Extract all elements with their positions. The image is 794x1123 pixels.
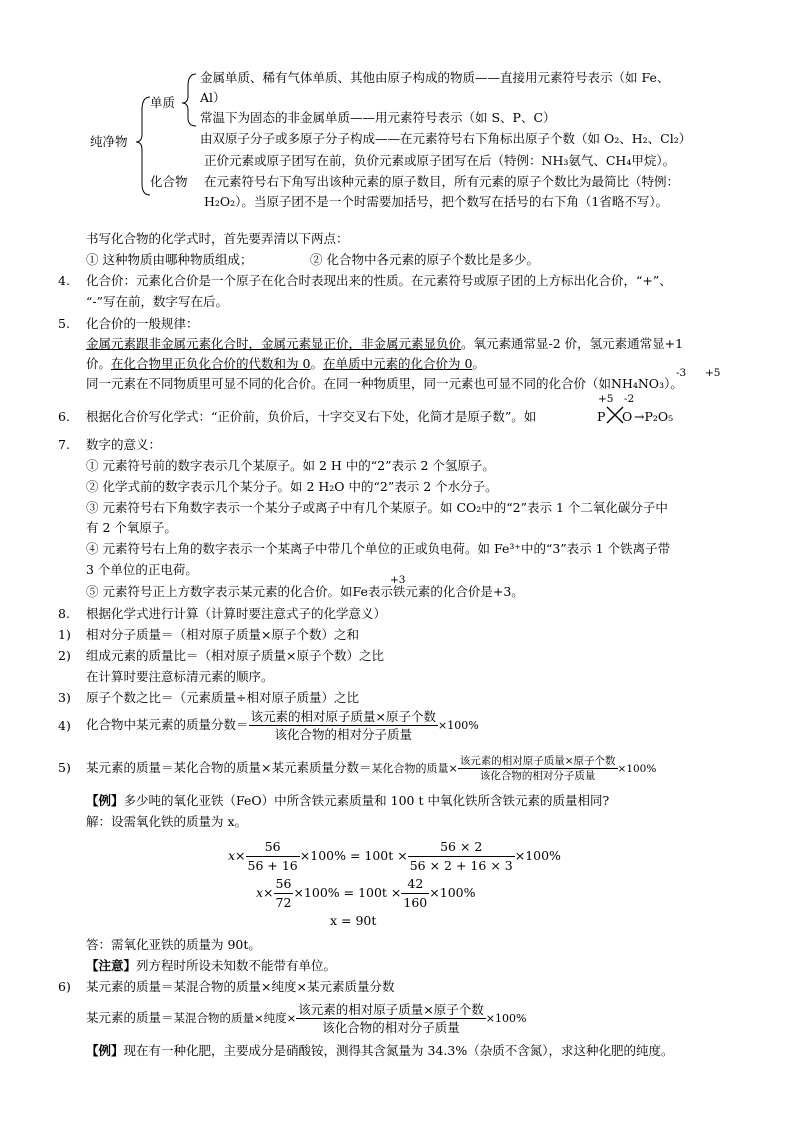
- rule-line: [86, 336, 683, 352]
- section-number: 4.: [58, 273, 70, 288]
- item-text: 组成元素的质量比＝（相对原子质量×原子个数）之比: [86, 648, 384, 663]
- denominator: 56 × 2 + 16 × 3: [409, 858, 513, 873]
- denominator: 该化合物的相对分子质量: [322, 1020, 460, 1035]
- numerator: 56: [246, 838, 300, 857]
- rule-underlined: 在单质中元素的化合价为 0: [322, 356, 473, 371]
- equation-line: [256, 873, 475, 913]
- valence-label: +5: [705, 367, 721, 379]
- example-question: [86, 793, 609, 809]
- intro-point: ② 化合物中各元素的原子个数比是多少。: [310, 252, 539, 267]
- rule-text: ）。: [664, 376, 683, 391]
- fraction: [274, 875, 294, 912]
- equation-text: ×100%: [514, 848, 561, 863]
- valence-label: +5: [598, 393, 614, 405]
- formula-lhs: 某元素的质量＝某化合物的质量×某元素质量分数＝: [86, 760, 372, 775]
- equation-text: ×100% = 100t ×: [293, 885, 402, 900]
- valence-label: -2: [624, 393, 635, 405]
- numerator: 该元素的相对原子质量×原子个数: [459, 755, 616, 767]
- item-number: 5): [58, 760, 71, 775]
- meaning-item: ① 元素符号前的数字表示几个某原子。如 2 H 中的“2”表示 2 个氢原子。: [86, 458, 495, 473]
- formula-lhs: 某元素的质量＝: [86, 1010, 174, 1025]
- solution-line: 解：设需氧化铁的质量为 x。: [86, 814, 248, 829]
- formula-nh4no3: NH₄NO₃: [611, 376, 665, 391]
- meaning-item: 有 2 个氧原子。: [86, 520, 177, 535]
- section-title: 数字的意义：: [86, 437, 162, 452]
- valence-label: +3: [390, 574, 406, 586]
- tree-element-item: 常温下为固态的非金属单质——用元素符号表示（如 S、P、C）: [200, 110, 556, 125]
- meaning-text: ⑤ 元素符号正上方数字表示某元素的化合价。如: [86, 584, 353, 599]
- section-title: 根据化学式进行计算（计算时要注意式子的化学意义）: [86, 606, 387, 621]
- fraction: [249, 708, 438, 743]
- formula-tail: ×100%: [438, 719, 479, 732]
- meaning-item: ② 化学式前的数字表示几个某分子。如 2 H₂O 中的“2”表示 2 个水分子。: [86, 479, 498, 494]
- denominator: 该化合物的相对分子质量: [274, 727, 413, 742]
- section-text: 根据化合价写化学式：“正价前，负价后，十字交叉右下处，化简才是原子数”。如: [86, 409, 537, 424]
- tree-compound-item: 由双原子分子或多原子分子构成——在元素符号右下角标出原子个数（如 O₂、H₂、Cl₂）: [200, 131, 692, 146]
- element-p: P: [597, 409, 606, 424]
- section-number: 7.: [58, 437, 70, 452]
- rule-text: 价。: [86, 356, 112, 371]
- result-formula: →P₂O₅: [634, 409, 674, 424]
- denominator: 56 + 16: [247, 858, 298, 873]
- meaning-item: ③ 元素符号右下角数字表示一个某分子或离子中有几个某原子。如 CO₂中的“2”表示 1 个二氧化碳分子中: [86, 500, 668, 515]
- numerator: 42: [401, 875, 429, 894]
- fraction: [246, 838, 300, 875]
- rule-text: 同一元素在不同物质里可显不同的化合价。在同一种物质里，同一元素也可显不同的化合价（如: [86, 376, 612, 391]
- numerator: 该元素的相对原子质量×原子个数: [250, 709, 436, 724]
- section-number: 5.: [58, 316, 70, 331]
- item-text: 相对分子质量＝（相对原子质量×原子个数）之和: [86, 627, 359, 642]
- numerator: 56 × 2: [408, 838, 515, 857]
- equation-result: x = 90t: [330, 913, 377, 928]
- tree-element-label: 单质: [150, 95, 176, 110]
- equation-text: x×: [228, 848, 246, 863]
- equation-text: x×: [256, 885, 274, 900]
- example-text: 现在有一种化肥，主要成分是硝酸铵，测得其含氮量为 34.3%（杂质不含氮），求这种化肥的纯度。: [123, 1043, 674, 1058]
- mixture-mass-formula: [86, 1000, 526, 1037]
- rule-underlined: 在化合物里正负化合价的代数和为 0: [111, 356, 311, 371]
- formula-mid: 某混合物的质量×纯度×: [173, 1011, 297, 1025]
- item-text: 原子个数之比＝（元素质量÷相对原子质量）之比: [86, 690, 359, 705]
- numerator: 56: [274, 875, 294, 894]
- section-text: “-”写在前，数字写在后。: [86, 294, 229, 309]
- note-text: 列方程时所设未知数不能带有单位。: [136, 958, 337, 973]
- rule-line: [86, 376, 683, 392]
- element-o: O: [622, 409, 633, 424]
- item-text: 某元素的质量＝某混合物的质量×纯度×某元素质量分数: [86, 979, 395, 994]
- formula-tail: ×100%: [485, 1012, 527, 1025]
- intro-point: ① 这种物质由哪种物质组成；: [86, 252, 253, 267]
- item-number: 3): [58, 690, 71, 705]
- element-mass-formula: [86, 750, 656, 787]
- tree-compound-item: 在元素符号右下角写出该种元素的原子数目，所有元素的原子个数比为最简比（特例：: [204, 174, 680, 189]
- section-number: 8.: [58, 606, 70, 621]
- answer-line: 答：需氧化亚铁的质量为 90t。: [86, 937, 261, 952]
- example-question: [86, 1043, 673, 1059]
- denominator: 该化合物的相对分子质量: [479, 770, 596, 782]
- equation-text: ×100% = 100t ×: [299, 848, 408, 863]
- rule-text: 。: [310, 356, 323, 371]
- fraction: [296, 1001, 485, 1036]
- rule-text: 。: [472, 356, 485, 371]
- meaning-item: 3 个单位的正电荷。: [86, 562, 198, 577]
- formula-mid: 某化合物的质量×: [371, 762, 458, 775]
- intro-line: 书写化合物的化学式时，首先要弄清以下两点：: [86, 231, 349, 246]
- example-text: 多少吨的氧化亚铁（FeO）中所含铁元素质量和 100 t 中氧化铁所含铁元素的质量相同?: [123, 793, 610, 808]
- item-number: 1): [58, 627, 71, 642]
- formula-lhs: 化合物中某元素的质量分数＝: [86, 717, 249, 732]
- section-text: 化合价：元素化合价是一个原子在化合时表现出来的性质。在元素符号或原子团的上方标出化合价，“+”、: [86, 273, 672, 288]
- element-brace: [182, 74, 196, 126]
- rule-line: [86, 356, 485, 372]
- item-text: 在计算时要注意标清元素的顺序。: [86, 669, 274, 684]
- equation-text: ×100%: [429, 885, 476, 900]
- example-tag: 【例】: [86, 1043, 124, 1058]
- valence-label: -3: [676, 367, 687, 379]
- example-tag: 【例】: [86, 793, 124, 808]
- section-number: 6.: [58, 409, 70, 424]
- root-brace: [136, 97, 150, 195]
- mass-fraction-formula: [86, 707, 479, 744]
- note-tag: 【注意】: [86, 958, 137, 973]
- item-number: 2): [58, 648, 71, 663]
- tree-element-item: 金属单质、稀有气体单质、其他由原子构成的物质——直接用元素符号表示（如 Fe、: [200, 70, 670, 85]
- note-line: [86, 958, 336, 974]
- denominator: 72: [275, 895, 292, 910]
- formula-fe: Fe: [352, 584, 368, 599]
- fraction: [401, 875, 429, 912]
- meaning-text: 表示铁元素的化合价是+3。: [367, 584, 524, 599]
- fraction: [458, 754, 618, 783]
- equation-line: [228, 836, 561, 876]
- fraction: [408, 838, 515, 875]
- formula-tail: ×100%: [617, 763, 657, 775]
- meaning-item: [86, 584, 524, 600]
- tree-compound-item: H₂O₂）。当原子团不是一个时需要加括号，把个数写在括号的右下角（1省略不写）。: [204, 194, 669, 209]
- numerator: 该元素的相对原子质量×原子个数: [298, 1002, 484, 1017]
- tree-element-item: Al）: [200, 90, 226, 105]
- item-number: 4): [58, 718, 71, 733]
- denominator: 160: [403, 895, 428, 910]
- section-title: 化合价的一般规律：: [86, 316, 199, 331]
- cross-multiply-icon: [604, 404, 626, 426]
- rule-text: 。氧元素通常显-2 价，氢元素通常显+1: [461, 336, 684, 351]
- item-number: 6): [58, 979, 71, 994]
- tree-compound-label: 化合物: [150, 174, 188, 189]
- meaning-item: ④ 元素符号右上角的数字表示一个某离子中带几个单位的正或负电荷。如 Fe³⁺中的“3”表示 1 个铁离子带: [86, 541, 671, 556]
- tree-root-label: 纯净物: [90, 134, 128, 149]
- tree-compound-item: 正价元素或原子团写在前，负价元素或原子团写在后（特例：NH₃氨气、CH₄甲烷）。: [204, 153, 676, 168]
- rule-underlined: 金属元素跟非金属元素化合时，金属元素显正价，非金属元素显负价: [86, 336, 462, 351]
